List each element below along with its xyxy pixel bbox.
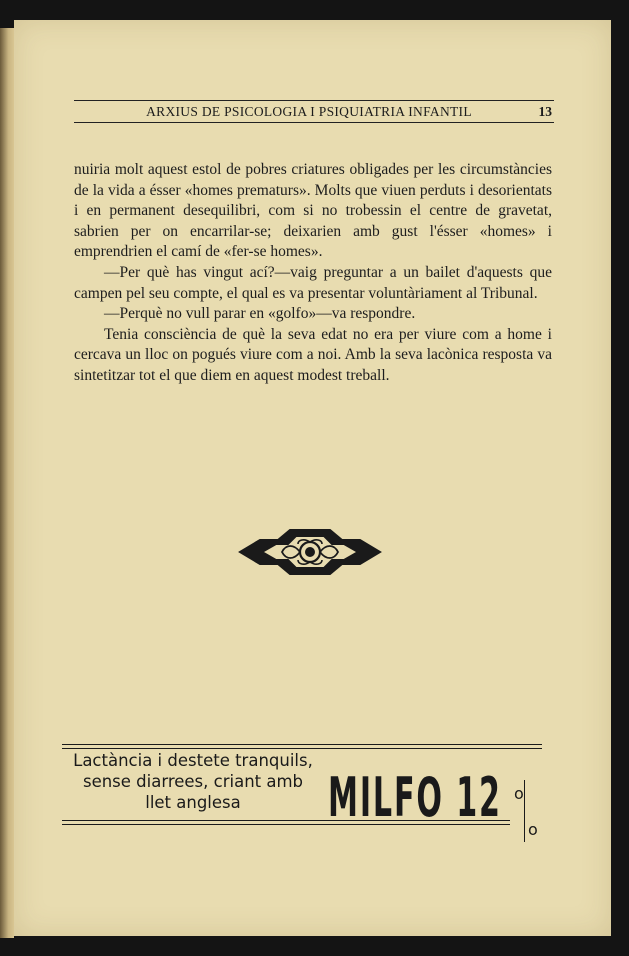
advert-rule-top-1 [62, 744, 542, 745]
advert-rule-top-2 [62, 748, 542, 749]
page-number: 13 [538, 104, 552, 119]
header-rule-bottom [74, 122, 554, 123]
article-body [74, 160, 552, 387]
advert-brand-divider [524, 780, 525, 842]
header-rule-top [74, 100, 554, 101]
advert-rule-bottom-2 [62, 824, 510, 825]
advert-brand-name: MILFO 12 [328, 766, 502, 829]
paragraph-4: Tenia consciència de què la seva edat no era per viure com a home i cercava un lloc on pogués viure com a noi. Amb la seva lacònica resposta va sintetitzar tot el que diem en aquest modest treball. [74, 325, 552, 384]
advert-line-3: llet anglesa [145, 793, 241, 812]
advert-brand-suffix-bottom: o [528, 820, 538, 839]
paragraph-3: —Perquè no vull parar en «golfo»—va respondre. [104, 305, 416, 323]
advert-rule-bottom-1 [62, 820, 510, 821]
paragraph-1: nuiria molt aquest estol de pobres criatures obligades per les circumstàncies de la vida a ésser «homes prematurs». Molts que viuen perduts i desorientats i en permanent desequilibri, com si no trobessin el centre de gravetat, sabrien per on encarrilar-se; deixarien amb gust l'ésser «homes» i emprendrien el camí de «fer-se homes». [74, 161, 552, 261]
advert-brand-suffix-top: o [514, 784, 524, 803]
decorative-ornament-icon [238, 522, 382, 582]
running-header-title: ARXIUS DE PSICOLOGIA I PSIQUIATRIA INFANTIL [146, 104, 472, 119]
advert-slogan [62, 750, 324, 813]
advert-line-1: Lactància i destete tranquils, [73, 751, 313, 770]
book-page [14, 20, 611, 936]
book-spine-edge [0, 28, 14, 938]
advert-line-2: sense diarrees, criant amb [82, 772, 304, 791]
paragraph-2: —Per què has vingut ací?—vaig preguntar a un bailet d'aquests que campen pel seu compte, el qual es va presentar voluntàriament al Tribunal. [74, 263, 552, 302]
